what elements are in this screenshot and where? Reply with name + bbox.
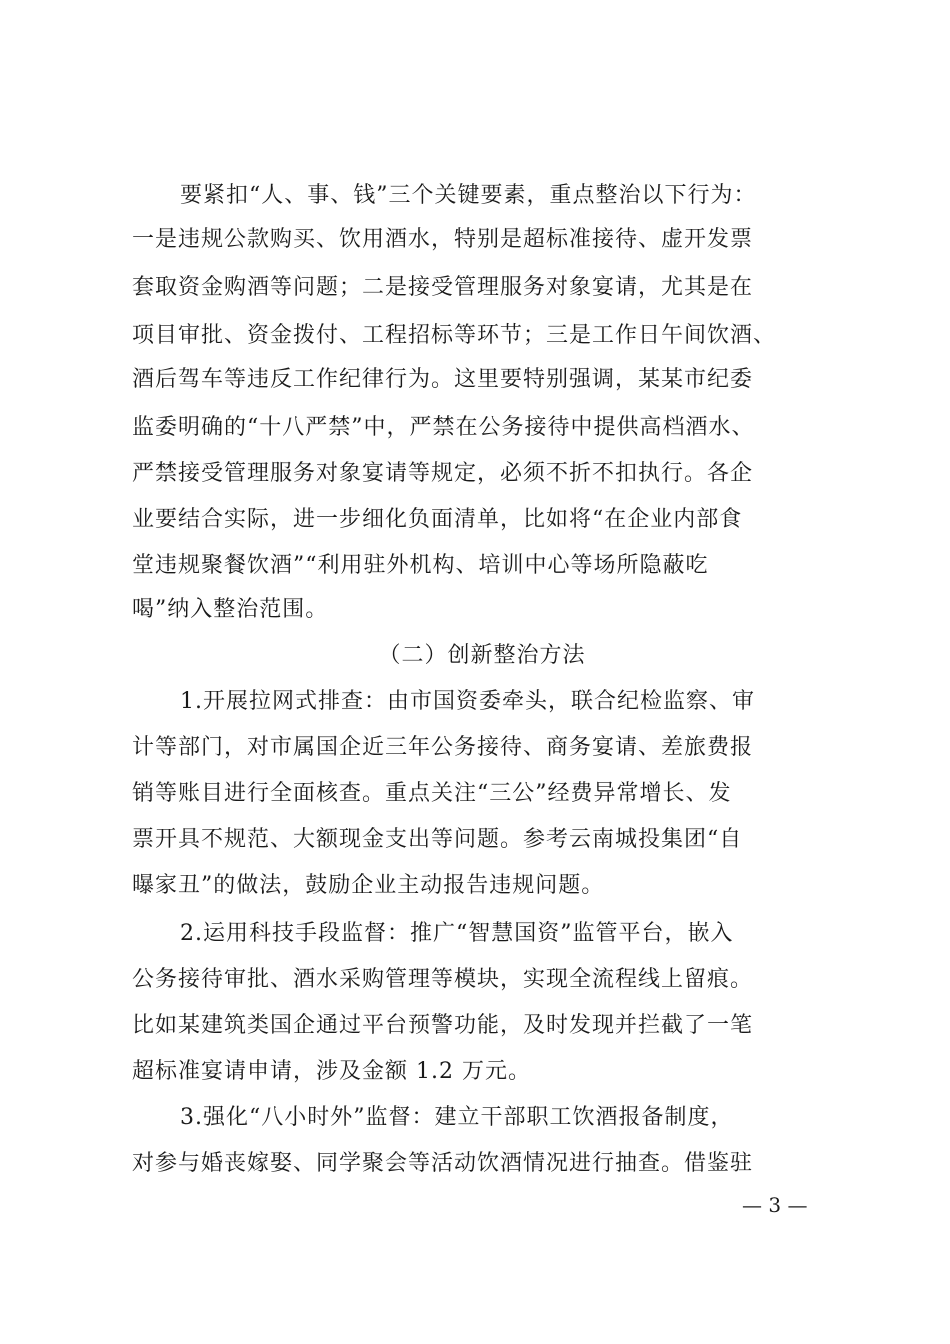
- paragraph-line: 计等部门，对市属国企近三年公务接待、商务宴请、差旅费报: [132, 735, 754, 760]
- paragraph-line: 公务接待审批、酒水采购管理等模块，实现全流程线上留痕。: [132, 967, 754, 992]
- paragraph-line: 严禁接受管理服务对象宴请等规定，必须不折不扣执行。各企: [132, 461, 754, 486]
- paragraph-line: 1.开展拉网式排查：由市国资委牵头，联合纪检监察、审: [180, 689, 755, 714]
- paragraph-line: 销等账目进行全面核查。重点关注“三公”经费异常增长、发: [132, 781, 732, 806]
- paragraph-line: 堂违规聚餐饮酒”“利用驻外机构、培训中心等场所隐蔽吃: [132, 553, 709, 578]
- paragraph-line: 3.强化“八小时外”监督：建立干部职工饮酒报备制度，: [180, 1105, 734, 1130]
- paragraph-line: 酒后驾车等违反工作纪律行为。这里要特别强调，某某市纪委: [132, 367, 754, 392]
- section-heading: （二）创新整治方法: [378, 643, 586, 668]
- paragraph-line: 比如某建筑类国企通过平台预警功能，及时发现并拦截了一笔: [132, 1013, 754, 1038]
- paragraph-line: 要紧扣“人、事、钱”三个关键要素，重点整治以下行为：: [180, 183, 757, 208]
- paragraph-line: 监委明确的“十八严禁”中，严禁在公务接待中提供高档酒水、: [132, 415, 755, 440]
- paragraph-line: 业要结合实际，进一步细化负面清单，比如将“在企业内部食: [132, 507, 743, 532]
- paragraph-line: 2.运用科技手段监督：推广“智慧国资”监管平台，嵌入: [180, 921, 734, 946]
- paragraph-line: 套取资金购酒等问题；二是接受管理服务对象宴请，尤其是在: [132, 275, 754, 300]
- page-number: — 3 —: [742, 1193, 808, 1217]
- paragraph-line: 喝”纳入整治范围。: [132, 597, 329, 622]
- paragraph-line: 项目审批、资金拨付、工程招标等环节；三是工作日午间饮酒、: [132, 323, 777, 348]
- paragraph-line: 一是违规公款购买、饮用酒水，特别是超标准接待、虚开发票: [132, 227, 754, 252]
- paragraph-line: 曝家丑”的做法，鼓励企业主动报告违规问题。: [132, 873, 605, 898]
- paragraph-line: 票开具不规范、大额现金支出等问题。参考云南城投集团“自: [132, 827, 743, 852]
- paragraph-line: 超标准宴请申请，涉及金额 1.2 万元。: [132, 1059, 531, 1084]
- paragraph-line: 对参与婚丧嫁娶、同学聚会等活动饮酒情况进行抽查。借鉴驻: [132, 1151, 754, 1176]
